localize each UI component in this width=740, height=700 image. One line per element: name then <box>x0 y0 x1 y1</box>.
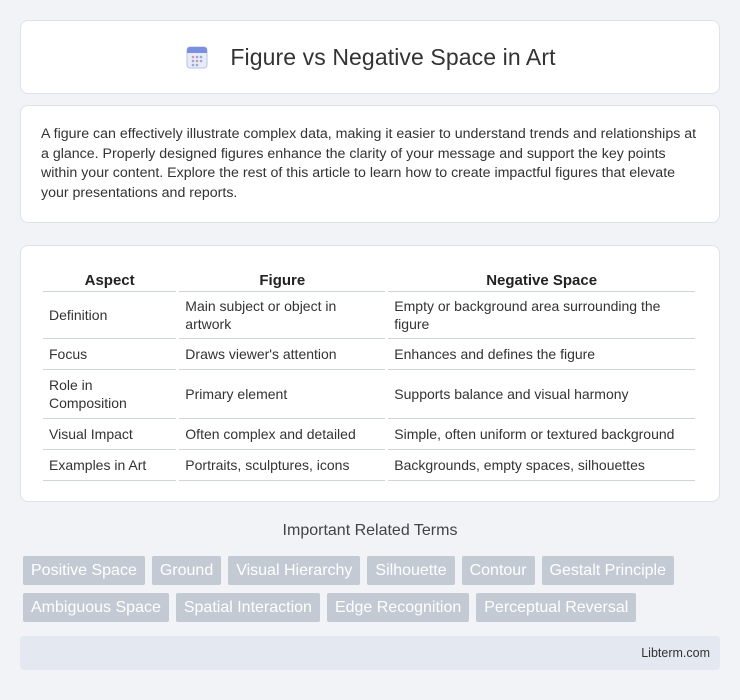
title-card <box>20 20 720 94</box>
comparison-card <box>20 245 720 502</box>
tag-ground[interactable]: Ground <box>152 556 221 585</box>
table-cell: Backgrounds, empty spaces, silhouettes <box>388 450 695 481</box>
table-cell: Supports balance and visual harmony <box>388 370 695 419</box>
related-terms-title: Important Related Terms <box>282 522 458 539</box>
table-row <box>43 292 695 339</box>
intro-text: A figure can effectively illustrate complex data, making it easier to understand trends and relationships at a glance. Properly designed figures enhance the clarity of your message and support the key points within your content. Explore the rest of this article to learn how to create impactful figures that elevate your presentations and reports. <box>41 126 697 201</box>
table-cell: Empty or background area surrounding the figure <box>388 292 695 339</box>
header-aspect: Aspect <box>43 264 176 292</box>
table-cell: Examples in Art <box>43 450 176 481</box>
intro-card <box>20 105 720 223</box>
document-icon <box>184 44 210 70</box>
tag-spatial-interaction[interactable]: Spatial Interaction <box>176 593 320 622</box>
table-cell: Focus <box>43 339 176 370</box>
table-cell: Primary element <box>179 370 385 419</box>
tag-visual-hierarchy[interactable]: Visual Hierarchy <box>228 556 360 585</box>
tag-edge-recognition[interactable]: Edge Recognition <box>327 593 469 622</box>
tag-contour[interactable]: Contour <box>462 556 535 585</box>
related-terms-list <box>23 556 703 630</box>
footer-site-link[interactable]: Libterm.com <box>641 646 710 660</box>
tag-silhouette[interactable]: Silhouette <box>367 556 454 585</box>
table-cell: Simple, often uniform or textured background <box>388 419 695 450</box>
comparison-table <box>40 264 698 481</box>
table-cell: Main subject or object in artwork <box>179 292 385 339</box>
tag-gestalt-principle[interactable]: Gestalt Principle <box>542 556 675 585</box>
table-row <box>43 450 695 481</box>
tag-perceptual-reversal[interactable]: Perceptual Reversal <box>476 593 636 622</box>
header-negative-space: Negative Space <box>388 264 695 292</box>
table-cell: Definition <box>43 292 176 339</box>
page-title: Figure vs Negative Space in Art <box>230 43 556 70</box>
tag-ambiguous-space[interactable]: Ambiguous Space <box>23 593 169 622</box>
table-cell: Visual Impact <box>43 419 176 450</box>
table-row <box>43 370 695 419</box>
header-figure: Figure <box>179 264 385 292</box>
table-cell: Portraits, sculptures, icons <box>179 450 385 481</box>
table-row <box>43 419 695 450</box>
table-cell: Draws viewer's attention <box>179 339 385 370</box>
table-cell: Often complex and detailed <box>179 419 385 450</box>
table-row <box>43 339 695 370</box>
table-cell: Enhances and defines the figure <box>388 339 695 370</box>
footer <box>20 636 720 670</box>
tag-positive-space[interactable]: Positive Space <box>23 556 145 585</box>
table-cell: Role in Composition <box>43 370 176 419</box>
